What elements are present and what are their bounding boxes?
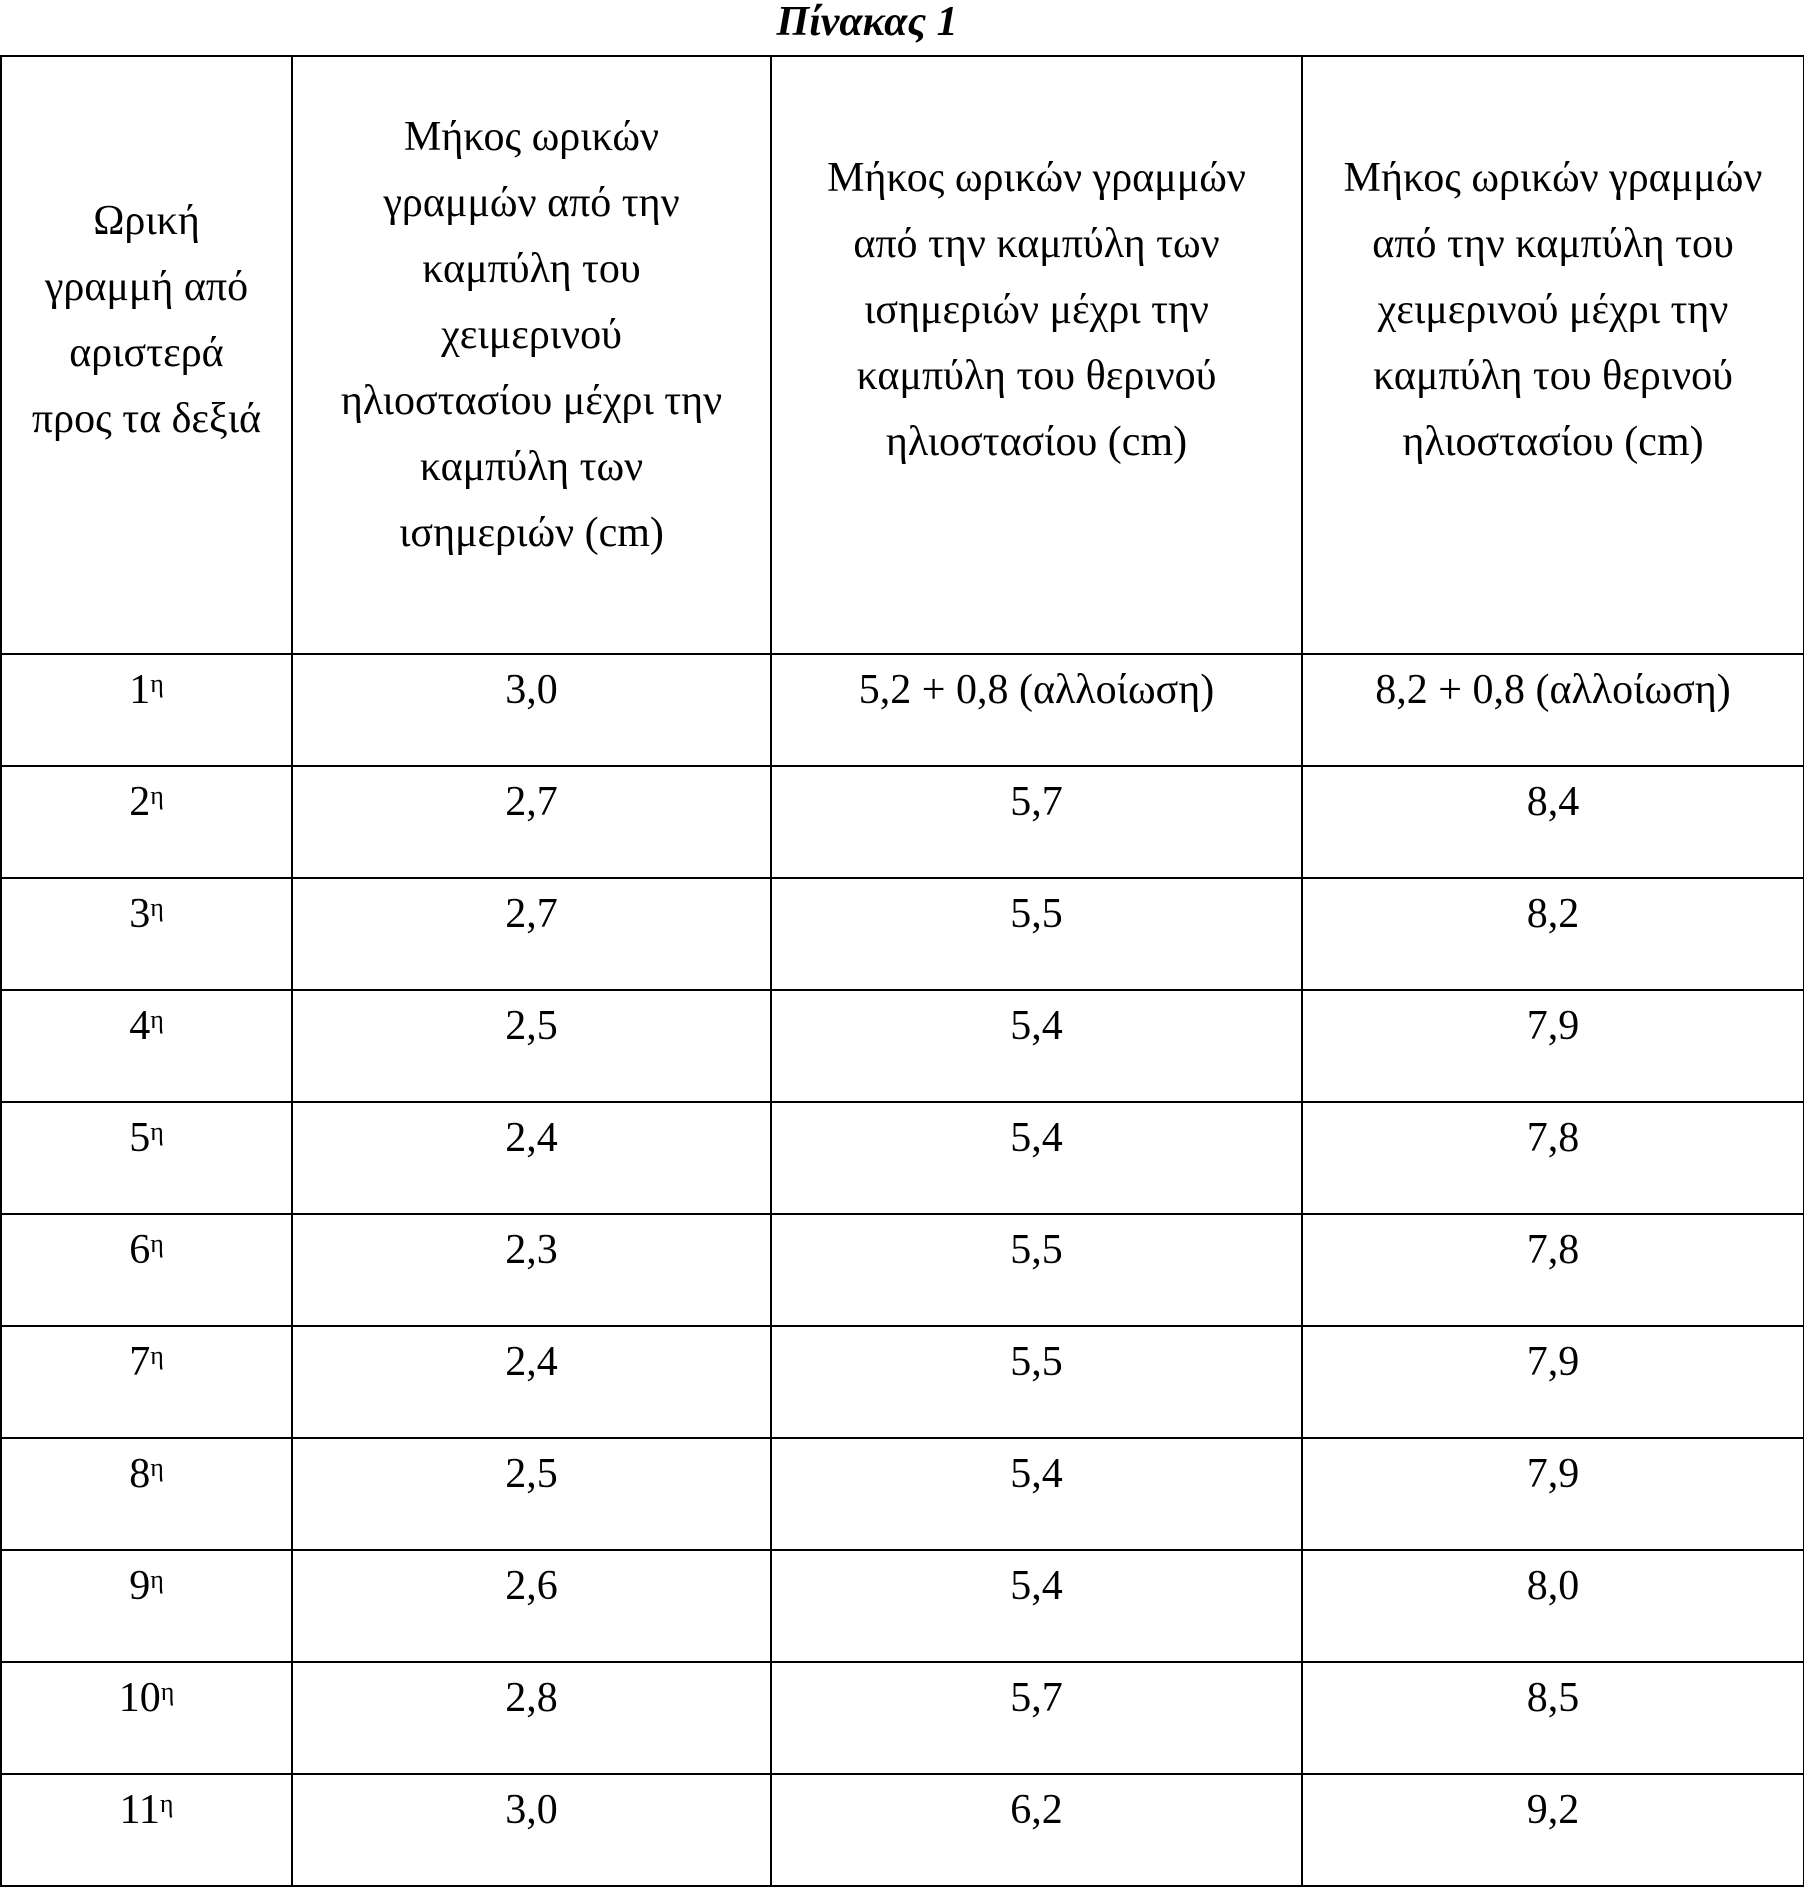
cell-text: 7,9 — [1526, 1451, 1580, 1497]
cell-text: 2,8 — [505, 1675, 558, 1721]
cell-text: 8 — [129, 1451, 151, 1497]
cell-value — [771, 1214, 1302, 1326]
cell-value — [771, 990, 1302, 1102]
cell-text: 9 — [129, 1563, 151, 1609]
cell-value — [771, 1438, 1302, 1550]
cell-text: 11 — [119, 1787, 160, 1833]
table-row — [1, 990, 1804, 1102]
table-row — [1, 1214, 1804, 1326]
cell-text: 8,5 — [1526, 1675, 1580, 1721]
header-winter-to-summer — [1302, 56, 1804, 654]
cell-text: 2,7 — [505, 891, 558, 937]
cell-text: 7,8 — [1526, 1227, 1580, 1273]
cell-value — [292, 1774, 771, 1886]
cell-value — [292, 1662, 771, 1774]
cell-hour-line — [1, 1774, 292, 1886]
cell-hour-line — [1, 1662, 292, 1774]
cell-value — [771, 1550, 1302, 1662]
header-row — [1, 56, 1804, 654]
cell-value — [1302, 1326, 1804, 1438]
cell-value — [1302, 1662, 1804, 1774]
cell-value — [771, 1326, 1302, 1438]
cell-text: 3 — [129, 891, 151, 937]
cell-text: 6 — [129, 1227, 151, 1273]
cell-text: 2 — [129, 779, 151, 825]
header-hour-line — [1, 56, 292, 654]
cell-hour-line — [1, 1326, 292, 1438]
table-row — [1, 1102, 1804, 1214]
cell-text: 7,9 — [1526, 1003, 1580, 1049]
cell-text: 2,5 — [505, 1003, 558, 1049]
cell-text: 10 — [118, 1675, 161, 1721]
cell-value — [1302, 878, 1804, 990]
cell-value — [1302, 766, 1804, 878]
cell-text: 2,7 — [505, 779, 558, 825]
cell-value — [771, 766, 1302, 878]
cell-value — [292, 878, 771, 990]
cell-hour-line — [1, 1102, 292, 1214]
table-row — [1, 766, 1804, 878]
cell-hour-line — [1, 1550, 292, 1662]
cell-text: 2,6 — [505, 1563, 558, 1609]
cell-value — [292, 1326, 771, 1438]
cell-text: 2,4 — [505, 1115, 558, 1161]
cell-value — [292, 1102, 771, 1214]
table-row — [1, 1326, 1804, 1438]
cell-text: 8,0 — [1526, 1563, 1580, 1609]
cell-hour-line — [1, 1438, 292, 1550]
cell-value — [771, 1774, 1302, 1886]
cell-text: 2,3 — [505, 1227, 558, 1273]
cell-value — [1302, 1774, 1804, 1886]
header-equinox-to-summer — [771, 56, 1302, 654]
cell-text: 4 — [129, 1003, 151, 1049]
cell-text: 5,4 — [1010, 1115, 1063, 1161]
cell-value — [771, 654, 1302, 766]
data-table — [0, 55, 1804, 1887]
cell-text: 9,2 — [1526, 1787, 1580, 1833]
cell-hour-line — [1, 878, 292, 990]
ordinal-suffix: η — [150, 1229, 164, 1258]
header-text: Ωρική γραμμή από αριστερά προς τα δεξιά — [31, 198, 262, 442]
ordinal-suffix: η — [150, 893, 164, 922]
cell-text: 5,7 — [1010, 1675, 1063, 1721]
cell-text: 8,2 — [1526, 891, 1580, 937]
cell-value — [292, 654, 771, 766]
cell-text: 1 — [129, 667, 151, 713]
ordinal-suffix: η — [150, 1005, 164, 1034]
cell-text: 8,4 — [1526, 779, 1580, 825]
cell-value — [771, 1662, 1302, 1774]
ordinal-suffix: η — [150, 781, 164, 810]
cell-text: 2,5 — [505, 1451, 558, 1497]
cell-text: 7,8 — [1526, 1115, 1580, 1161]
ordinal-suffix: η — [150, 1117, 164, 1146]
cell-hour-line — [1, 990, 292, 1102]
table-row — [1, 654, 1804, 766]
cell-value — [292, 766, 771, 878]
cell-text: 2,4 — [505, 1339, 558, 1385]
cell-hour-line — [1, 1214, 292, 1326]
header-text: Μήκος ωρικών γραμμών από την καμπύλη των ισημεριών μέχρι την καμπύλη του θερινού ηλιοστασίου (cm) — [827, 155, 1246, 465]
cell-value — [292, 1550, 771, 1662]
cell-value — [292, 1438, 771, 1550]
cell-value — [1302, 654, 1804, 766]
table-row — [1, 878, 1804, 990]
cell-text: 8,2 + 0,8 (αλλοίωση) — [1375, 667, 1731, 713]
cell-text: 5,5 — [1010, 891, 1063, 937]
ordinal-suffix: η — [150, 669, 164, 698]
cell-text: 5,4 — [1010, 1563, 1063, 1609]
cell-hour-line — [1, 654, 292, 766]
table-row — [1, 1438, 1804, 1550]
ordinal-suffix: η — [150, 1453, 164, 1482]
header-winter-to-equinox — [292, 56, 771, 654]
cell-value — [1302, 1438, 1804, 1550]
cell-value — [1302, 990, 1804, 1102]
cell-text: 3,0 — [505, 1787, 558, 1833]
cell-text: 5,5 — [1010, 1339, 1063, 1385]
header-text: Μήκος ωρικών γραμμών από την καμπύλη του χειμερινού μέχρι την καμπύλη του θερινού ηλιοστασίου (cm) — [1343, 155, 1763, 465]
cell-text: 5 — [129, 1115, 151, 1161]
table-row — [1, 1774, 1804, 1886]
ordinal-suffix: η — [150, 1341, 164, 1370]
cell-value — [292, 990, 771, 1102]
cell-text: 5,2 + 0,8 (αλλοίωση) — [858, 667, 1215, 713]
table-row — [1, 1662, 1804, 1774]
cell-text: 6,2 — [1010, 1787, 1063, 1833]
cell-text: 5,7 — [1010, 779, 1063, 825]
cell-text: 7,9 — [1526, 1339, 1580, 1385]
cell-value — [292, 1214, 771, 1326]
cell-text: 3,0 — [505, 667, 558, 713]
cell-text: 7 — [129, 1339, 151, 1385]
ordinal-suffix: η — [159, 1789, 174, 1818]
table-row — [1, 1550, 1804, 1662]
cell-text: 5,4 — [1010, 1003, 1063, 1049]
ordinal-suffix: η — [150, 1565, 164, 1594]
cell-hour-line — [1, 766, 292, 878]
cell-value — [1302, 1102, 1804, 1214]
cell-value — [1302, 1214, 1804, 1326]
cell-value — [1302, 1550, 1804, 1662]
cell-text: 5,4 — [1010, 1451, 1063, 1497]
ordinal-suffix: η — [160, 1677, 175, 1706]
cell-value — [771, 1102, 1302, 1214]
cell-value — [771, 878, 1302, 990]
header-text: Μήκος ωρικών γραμμών από την καμπύλη του χειμερινού ηλιοστασίου μέχρι την καμπύλη των ισημεριών (cm) — [340, 114, 723, 556]
table-title: Πίνακας 1 — [776, 0, 958, 45]
cell-text: 5,5 — [1010, 1227, 1063, 1273]
